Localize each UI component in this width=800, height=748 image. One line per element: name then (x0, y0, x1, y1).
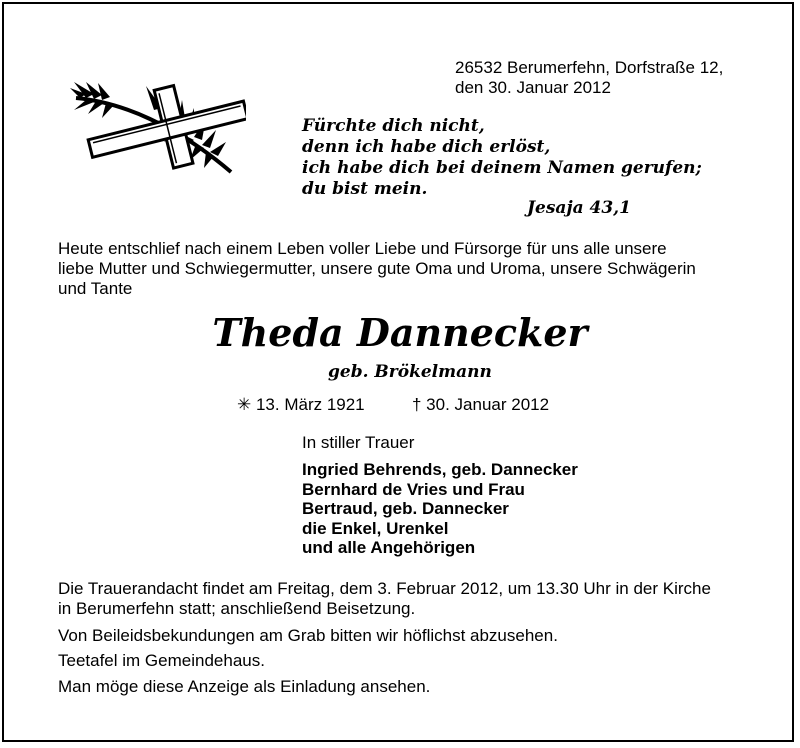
mourner-name: Bernhard de Vries und Frau (302, 479, 525, 499)
announcement-text (58, 239, 748, 299)
announcement-line: Heute entschlief nach einem Leben voller Liebe und Fürsorge für uns alle unsere (58, 239, 667, 258)
mourner-name: Bertraud, geb. Dannecker (302, 499, 509, 518)
mourner-name: Ingried Behrends, geb. Dannecker (302, 460, 578, 479)
verse-line: Fürchte dich nicht, (302, 116, 485, 136)
deceased-name: Theda Dannecker (212, 310, 588, 355)
bible-verse (302, 116, 702, 200)
mourner-name: die Enkel, Urenkel (302, 518, 449, 538)
service-info (58, 579, 778, 619)
maiden-name: geb. Brökelmann (328, 362, 492, 382)
death-date: † 30. Januar 2012 (412, 395, 550, 414)
verse-line: ich habe dich bei deinem Namen gerufen; (302, 158, 702, 178)
invitation-note: Man möge diese Anzeige als Einladung ansehen. (58, 677, 431, 696)
mourners-list (302, 460, 578, 558)
place-date-block (455, 58, 723, 98)
service-line: Die Trauerandacht findet am Freitag, dem 3. Februar 2012, um 13.30 Uhr in der Kirche (58, 579, 711, 598)
condolence-note: Von Beileidsbekundungen am Grab bitten wir höflichst abzusehen. (58, 626, 558, 645)
announcement-line: liebe Mutter und Schwiegermutter, unsere gute Oma und Uroma, unsere Schwägerin (58, 259, 696, 278)
date-line: den 30. Januar 2012 (455, 78, 611, 97)
announcement-line: und Tante (58, 279, 133, 298)
birth-date: ✳ 13. März 1921 (237, 395, 365, 414)
cross-with-palm-branch-icon (66, 80, 246, 180)
service-line: in Berumerfehn statt; anschließend Beisetzung. (58, 599, 416, 618)
verse-reference: Jesaja 43,1 (527, 198, 631, 218)
verse-line: denn ich habe dich erlöst, (302, 137, 551, 157)
verse-line: du bist mein. (302, 179, 428, 199)
address-line: 26532 Berumerfehn, Dorfstraße 12, (455, 58, 724, 77)
mourner-name: und alle Angehörigen (302, 538, 476, 557)
mourning-heading: In stiller Trauer (302, 433, 415, 452)
tea-table-note: Teetafel im Gemeindehaus. (58, 651, 265, 670)
